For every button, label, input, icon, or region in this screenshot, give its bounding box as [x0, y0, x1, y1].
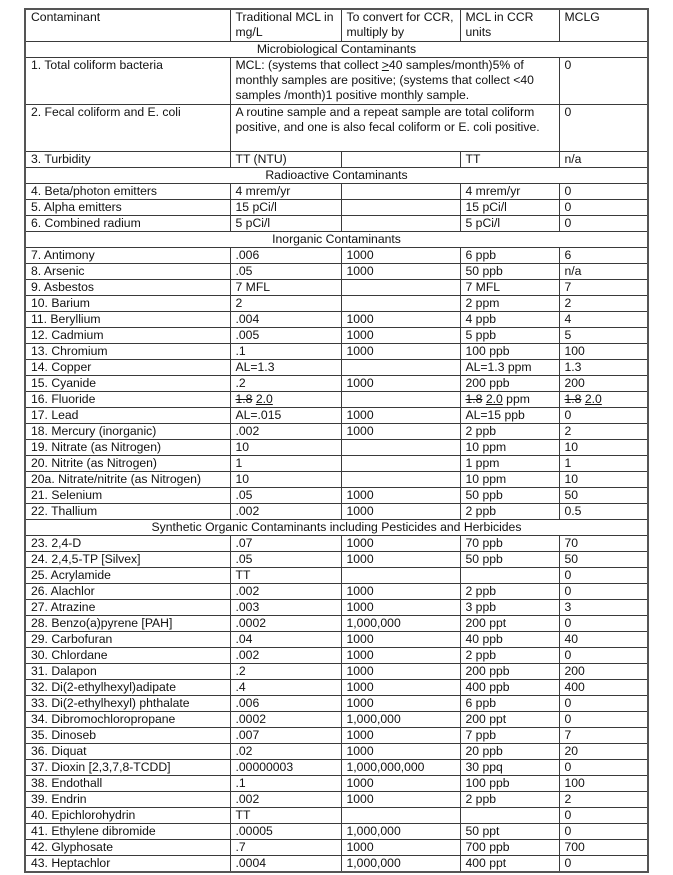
section-title: Microbiological Contaminants — [25, 42, 648, 58]
mcl-ccr: 400 ppb — [460, 680, 559, 696]
mcl-ccr: 5 ppb — [460, 328, 559, 344]
table-row — [25, 808, 648, 824]
contaminant-name: 20a. Nitrate/nitrite (as Nitrogen) — [25, 472, 230, 488]
mclg-value: 10 — [559, 472, 648, 488]
mcl-ccr: 20 ppb — [460, 744, 559, 760]
contaminant-name: 31. Dalapon — [25, 664, 230, 680]
contaminant-name: 33. Di(2-ethylhexyl) phthalate — [25, 696, 230, 712]
traditional-mcl: .006 — [230, 696, 341, 712]
section-row-radioactive — [25, 168, 648, 184]
mclg-value: 100 — [559, 344, 648, 360]
contaminant-name: 18. Mercury (inorganic) — [25, 424, 230, 440]
contaminant-name: 10. Barium — [25, 296, 230, 312]
table-row — [25, 216, 648, 232]
mcl-ccr: 200 ppb — [460, 664, 559, 680]
mcl-ccr: 5 pCi/l — [460, 216, 559, 232]
mcl-ccr: 2 ppb — [460, 648, 559, 664]
traditional-mcl: 10 — [230, 440, 341, 456]
contaminant-name: 9. Asbestos — [25, 280, 230, 296]
table-row — [25, 744, 648, 760]
convert-factor: 1000 — [341, 344, 460, 360]
convert-factor — [341, 280, 460, 296]
convert-factor: 1000 — [341, 408, 460, 424]
table-row — [25, 105, 648, 152]
convert-factor — [341, 360, 460, 376]
mcl-ccr: 6 ppb — [460, 248, 559, 264]
mclg-value: 1.3 — [559, 360, 648, 376]
mcl-ccr — [460, 568, 559, 584]
mclg-value: 0 — [559, 856, 648, 873]
table-row — [25, 536, 648, 552]
section-title: Inorganic Contaminants — [25, 232, 648, 248]
traditional-mcl: .0002 — [230, 712, 341, 728]
mcl-ccr: 2 ppb — [460, 504, 559, 520]
convert-factor: 1000 — [341, 664, 460, 680]
new-value: 2.0 — [255, 392, 273, 406]
traditional-mcl: .05 — [230, 488, 341, 504]
table-row — [25, 424, 648, 440]
greater-equal-symbol: > — [381, 58, 389, 72]
convert-factor — [341, 152, 460, 168]
convert-factor — [341, 456, 460, 472]
mcl-ccr: AL=1.3 ppm — [460, 360, 559, 376]
table-row — [25, 552, 648, 568]
table-row — [25, 200, 648, 216]
mcl-ccr — [460, 808, 559, 824]
mcl-ccr: 10 ppm — [460, 472, 559, 488]
new-value: 2.0 — [485, 392, 503, 406]
section-row-microbiological — [25, 42, 648, 58]
contaminant-name: 19. Nitrate (as Nitrogen) — [25, 440, 230, 456]
contaminant-name: 20. Nitrite (as Nitrogen) — [25, 456, 230, 472]
traditional-mcl: 2 — [230, 296, 341, 312]
convert-factor: 1000 — [341, 552, 460, 568]
mclg-value: 10 — [559, 440, 648, 456]
contaminant-name: 2. Fecal coliform and E. coli — [25, 105, 230, 152]
convert-factor: 1000 — [341, 504, 460, 520]
traditional-mcl: 7 MFL — [230, 280, 341, 296]
convert-factor: 1,000,000 — [341, 856, 460, 873]
traditional-mcl: TT (NTU) — [230, 152, 341, 168]
contaminant-name: 39. Endrin — [25, 792, 230, 808]
traditional-mcl: 1 — [230, 456, 341, 472]
convert-factor: 1000 — [341, 776, 460, 792]
mclg-value: 0 — [559, 616, 648, 632]
mclg-value: 6 — [559, 248, 648, 264]
mcl-ccr: 50 ppb — [460, 264, 559, 280]
traditional-mcl: .7 — [230, 840, 341, 856]
convert-factor — [341, 472, 460, 488]
traditional-mcl: .0002 — [230, 616, 341, 632]
table-row — [25, 248, 648, 264]
mclg-value: 0 — [559, 58, 648, 105]
mcl-ccr: 2 ppb — [460, 584, 559, 600]
traditional-mcl: .4 — [230, 680, 341, 696]
traditional-mcl: TT — [230, 568, 341, 584]
mclg-value: 0 — [559, 408, 648, 424]
mcl-ccr: 200 ppt — [460, 616, 559, 632]
convert-factor: 1000 — [341, 840, 460, 856]
contaminant-name: 17. Lead — [25, 408, 230, 424]
table-row — [25, 776, 648, 792]
section-title: Synthetic Organic Contaminants including Pesticides and Herbicides — [25, 520, 648, 536]
mcl-ccr: TT — [460, 152, 559, 168]
contaminant-name: 36. Diquat — [25, 744, 230, 760]
table-row — [25, 264, 648, 280]
traditional-mcl: .02 — [230, 744, 341, 760]
mcl-ccr: 2 ppm — [460, 296, 559, 312]
mclg-value: n/a — [559, 152, 648, 168]
mcl-ccr: 7 MFL — [460, 280, 559, 296]
table-row — [25, 664, 648, 680]
table-row — [25, 456, 648, 472]
mcl-ccr: 7 ppb — [460, 728, 559, 744]
mclg-value: 0 — [559, 216, 648, 232]
mclg-value: 0 — [559, 808, 648, 824]
contaminant-name: 42. Glyphosate — [25, 840, 230, 856]
mclg-value — [559, 392, 648, 408]
mclg-value: 0 — [559, 648, 648, 664]
table-row — [25, 280, 648, 296]
convert-factor — [341, 440, 460, 456]
mcl-ccr: 50 ppb — [460, 552, 559, 568]
convert-factor: 1000 — [341, 536, 460, 552]
mclg-value: 7 — [559, 280, 648, 296]
mcl-ccr: AL=15 ppb — [460, 408, 559, 424]
mcl-ccr: 15 pCi/l — [460, 200, 559, 216]
contaminant-name: 5. Alpha emitters — [25, 200, 230, 216]
traditional-mcl: .002 — [230, 584, 341, 600]
traditional-mcl — [230, 392, 341, 408]
traditional-mcl: .00005 — [230, 824, 341, 840]
traditional-mcl: 4 mrem/yr — [230, 184, 341, 200]
mcl-ccr: 100 ppb — [460, 344, 559, 360]
contaminant-name: 6. Combined radium — [25, 216, 230, 232]
contaminant-name: 35. Dinoseb — [25, 728, 230, 744]
mcl-ccr: 10 ppm — [460, 440, 559, 456]
contaminant-name: 12. Cadmium — [25, 328, 230, 344]
traditional-mcl: .002 — [230, 648, 341, 664]
convert-factor: 1,000,000 — [341, 824, 460, 840]
old-value: 1.8 — [235, 392, 253, 406]
convert-factor — [341, 216, 460, 232]
convert-factor — [341, 808, 460, 824]
traditional-mcl: .05 — [230, 264, 341, 280]
convert-factor — [341, 296, 460, 312]
contaminant-name: 15. Cyanide — [25, 376, 230, 392]
table-row — [25, 360, 648, 376]
traditional-mcl: .007 — [230, 728, 341, 744]
traditional-mcl: 10 — [230, 472, 341, 488]
convert-factor: 1000 — [341, 424, 460, 440]
mcl-ccr: 2 ppb — [460, 792, 559, 808]
convert-factor: 1000 — [341, 584, 460, 600]
mcl-ccr: 50 ppt — [460, 824, 559, 840]
traditional-mcl: .002 — [230, 792, 341, 808]
mclg-value: 2 — [559, 424, 648, 440]
mclg-value: 200 — [559, 664, 648, 680]
contaminant-name: 22. Thallium — [25, 504, 230, 520]
contaminant-name: 28. Benzo(a)pyrene [PAH] — [25, 616, 230, 632]
header-mclg: MCLG — [559, 9, 648, 42]
table-row — [25, 488, 648, 504]
contaminant-name: 24. 2,4,5-TP [Silvex] — [25, 552, 230, 568]
contaminant-name: 29. Carbofuran — [25, 632, 230, 648]
mclg-value: 20 — [559, 744, 648, 760]
table-row — [25, 840, 648, 856]
mclg-value: 100 — [559, 776, 648, 792]
convert-factor: 1,000,000 — [341, 712, 460, 728]
table-row — [25, 328, 648, 344]
mcl-ccr: 4 ppb — [460, 312, 559, 328]
contaminant-name: 7. Antimony — [25, 248, 230, 264]
mcl-ccr: 50 ppb — [460, 488, 559, 504]
table-row — [25, 376, 648, 392]
mcl-ccr: 200 ppb — [460, 376, 559, 392]
mclg-value: 0.5 — [559, 504, 648, 520]
contaminant-name: 13. Chromium — [25, 344, 230, 360]
mcl-ccr: 4 mrem/yr — [460, 184, 559, 200]
convert-factor — [341, 392, 460, 408]
unit: ppm — [502, 392, 530, 406]
convert-factor: 1000 — [341, 632, 460, 648]
contaminant-name: 25. Acrylamide — [25, 568, 230, 584]
traditional-mcl: AL=1.3 — [230, 360, 341, 376]
convert-factor — [341, 200, 460, 216]
contaminant-name: 3. Turbidity — [25, 152, 230, 168]
convert-factor: 1000 — [341, 376, 460, 392]
old-value: 1.8 — [465, 392, 483, 406]
mclg-value: 2 — [559, 296, 648, 312]
convert-factor: 1000 — [341, 600, 460, 616]
mcl-ccr: 70 ppb — [460, 536, 559, 552]
old-value: 1.8 — [564, 392, 582, 406]
mclg-value: 400 — [559, 680, 648, 696]
mcl-ccr: 30 ppq — [460, 760, 559, 776]
mclg-value: 0 — [559, 200, 648, 216]
convert-factor: 1000 — [341, 328, 460, 344]
mclg-value: 3 — [559, 600, 648, 616]
table-row — [25, 58, 648, 105]
header-convert: To convert for CCR, multiply by — [341, 9, 460, 42]
mcl-ccr: 400 ppt — [460, 856, 559, 873]
mcl-ccr: 6 ppb — [460, 696, 559, 712]
contaminant-name: 32. Di(2-ethylhexyl)adipate — [25, 680, 230, 696]
contaminant-name: 16. Fluoride — [25, 392, 230, 408]
traditional-mcl: 5 pCi/l — [230, 216, 341, 232]
traditional-mcl: .002 — [230, 424, 341, 440]
traditional-mcl: .2 — [230, 664, 341, 680]
contaminant-name: 1. Total coliform bacteria — [25, 58, 230, 105]
mclg-value: 0 — [559, 184, 648, 200]
convert-factor: 1000 — [341, 488, 460, 504]
table-row — [25, 616, 648, 632]
traditional-mcl: .002 — [230, 504, 341, 520]
contaminant-name: 27. Atrazine — [25, 600, 230, 616]
mclg-value: 2 — [559, 792, 648, 808]
traditional-mcl: .006 — [230, 248, 341, 264]
mclg-value: 200 — [559, 376, 648, 392]
mclg-value: 1 — [559, 456, 648, 472]
contaminant-name: 34. Dibromochloropropane — [25, 712, 230, 728]
section-title: Radioactive Contaminants — [25, 168, 648, 184]
mclg-value: 50 — [559, 488, 648, 504]
table-row — [25, 568, 648, 584]
traditional-mcl: AL=.015 — [230, 408, 341, 424]
table-row — [25, 760, 648, 776]
traditional-mcl: .1 — [230, 776, 341, 792]
convert-factor — [341, 184, 460, 200]
header-traditional-mcl: Traditional MCL in mg/L — [230, 9, 341, 42]
contaminant-name: 21. Selenium — [25, 488, 230, 504]
table-row — [25, 792, 648, 808]
convert-factor: 1000 — [341, 648, 460, 664]
mcl-text: MCL: (systems that collect — [235, 58, 382, 72]
mclg-value: 0 — [559, 712, 648, 728]
table-row — [25, 728, 648, 744]
contaminant-mcl-table — [24, 8, 649, 873]
table-row — [25, 600, 648, 616]
table-row — [25, 824, 648, 840]
traditional-mcl: .2 — [230, 376, 341, 392]
header-contaminant: Contaminant — [25, 9, 230, 42]
mcl-ccr: 1 ppm — [460, 456, 559, 472]
mcl-ccr: 700 ppb — [460, 840, 559, 856]
contaminant-name: 41. Ethylene dibromide — [25, 824, 230, 840]
mclg-value: 5 — [559, 328, 648, 344]
mcl-description — [230, 58, 559, 105]
convert-factor: 1000 — [341, 312, 460, 328]
convert-factor: 1000 — [341, 696, 460, 712]
convert-factor — [341, 568, 460, 584]
table-row — [25, 696, 648, 712]
convert-factor: 1000 — [341, 264, 460, 280]
contaminant-name: 23. 2,4-D — [25, 536, 230, 552]
traditional-mcl: .05 — [230, 552, 341, 568]
traditional-mcl: .0004 — [230, 856, 341, 873]
contaminant-name: 38. Endothall — [25, 776, 230, 792]
traditional-mcl: .005 — [230, 328, 341, 344]
traditional-mcl: .003 — [230, 600, 341, 616]
mclg-value: 7 — [559, 728, 648, 744]
convert-factor: 1000 — [341, 744, 460, 760]
mclg-value: 4 — [559, 312, 648, 328]
traditional-mcl: TT — [230, 808, 341, 824]
traditional-mcl: .004 — [230, 312, 341, 328]
table-row — [25, 504, 648, 520]
table-row — [25, 408, 648, 424]
convert-factor: 1000 — [341, 680, 460, 696]
mclg-value: 0 — [559, 824, 648, 840]
mcl-text: 40 samples/month)5% of monthly samples are positive; (systems that collect <40 samples /month)1 positive monthly sample. — [235, 58, 534, 102]
table-row — [25, 440, 648, 456]
header-row — [25, 9, 648, 42]
contaminant-name: 37. Dioxin [2,3,7,8-TCDD] — [25, 760, 230, 776]
table-row — [25, 648, 648, 664]
mclg-value: 50 — [559, 552, 648, 568]
convert-factor: 1000 — [341, 248, 460, 264]
convert-factor: 1000 — [341, 728, 460, 744]
mcl-description: A routine sample and a repeat sample are total coliform positive, and one is also fecal coliform or E. coli positive. — [230, 105, 559, 152]
section-row-inorganic — [25, 232, 648, 248]
mclg-value: n/a — [559, 264, 648, 280]
section-row-synthetic-organic — [25, 520, 648, 536]
mcl-ccr — [460, 392, 559, 408]
table-row — [25, 712, 648, 728]
table-row — [25, 632, 648, 648]
mcl-ccr: 200 ppt — [460, 712, 559, 728]
traditional-mcl: .07 — [230, 536, 341, 552]
contaminant-name: 4. Beta/photon emitters — [25, 184, 230, 200]
traditional-mcl: .04 — [230, 632, 341, 648]
contaminant-name: 11. Beryllium — [25, 312, 230, 328]
mclg-value: 70 — [559, 536, 648, 552]
mcl-ccr: 2 ppb — [460, 424, 559, 440]
traditional-mcl: .1 — [230, 344, 341, 360]
convert-factor: 1,000,000,000 — [341, 760, 460, 776]
contaminant-name: 26. Alachlor — [25, 584, 230, 600]
mclg-value: 0 — [559, 760, 648, 776]
table-row — [25, 680, 648, 696]
contaminant-name: 14. Copper — [25, 360, 230, 376]
table-row-fluoride — [25, 392, 648, 408]
traditional-mcl: .00000003 — [230, 760, 341, 776]
table-row — [25, 472, 648, 488]
convert-factor: 1000 — [341, 792, 460, 808]
mcl-ccr: 100 ppb — [460, 776, 559, 792]
table-row — [25, 152, 648, 168]
mclg-value: 0 — [559, 105, 648, 152]
table-row — [25, 296, 648, 312]
traditional-mcl: 15 pCi/l — [230, 200, 341, 216]
table-row — [25, 344, 648, 360]
new-value: 2.0 — [584, 392, 602, 406]
table-row — [25, 184, 648, 200]
convert-factor: 1,000,000 — [341, 616, 460, 632]
contaminant-name: 30. Chlordane — [25, 648, 230, 664]
mclg-value: 700 — [559, 840, 648, 856]
contaminant-name: 40. Epichlorohydrin — [25, 808, 230, 824]
table-row — [25, 584, 648, 600]
mclg-value: 0 — [559, 696, 648, 712]
mclg-value: 40 — [559, 632, 648, 648]
table-row — [25, 856, 648, 873]
mcl-ccr: 40 ppb — [460, 632, 559, 648]
mclg-value: 0 — [559, 584, 648, 600]
mclg-value: 0 — [559, 568, 648, 584]
contaminant-name: 8. Arsenic — [25, 264, 230, 280]
table-row — [25, 312, 648, 328]
header-mcl-ccr: MCL in CCR units — [460, 9, 559, 42]
contaminant-name: 43. Heptachlor — [25, 856, 230, 873]
mcl-ccr: 3 ppb — [460, 600, 559, 616]
